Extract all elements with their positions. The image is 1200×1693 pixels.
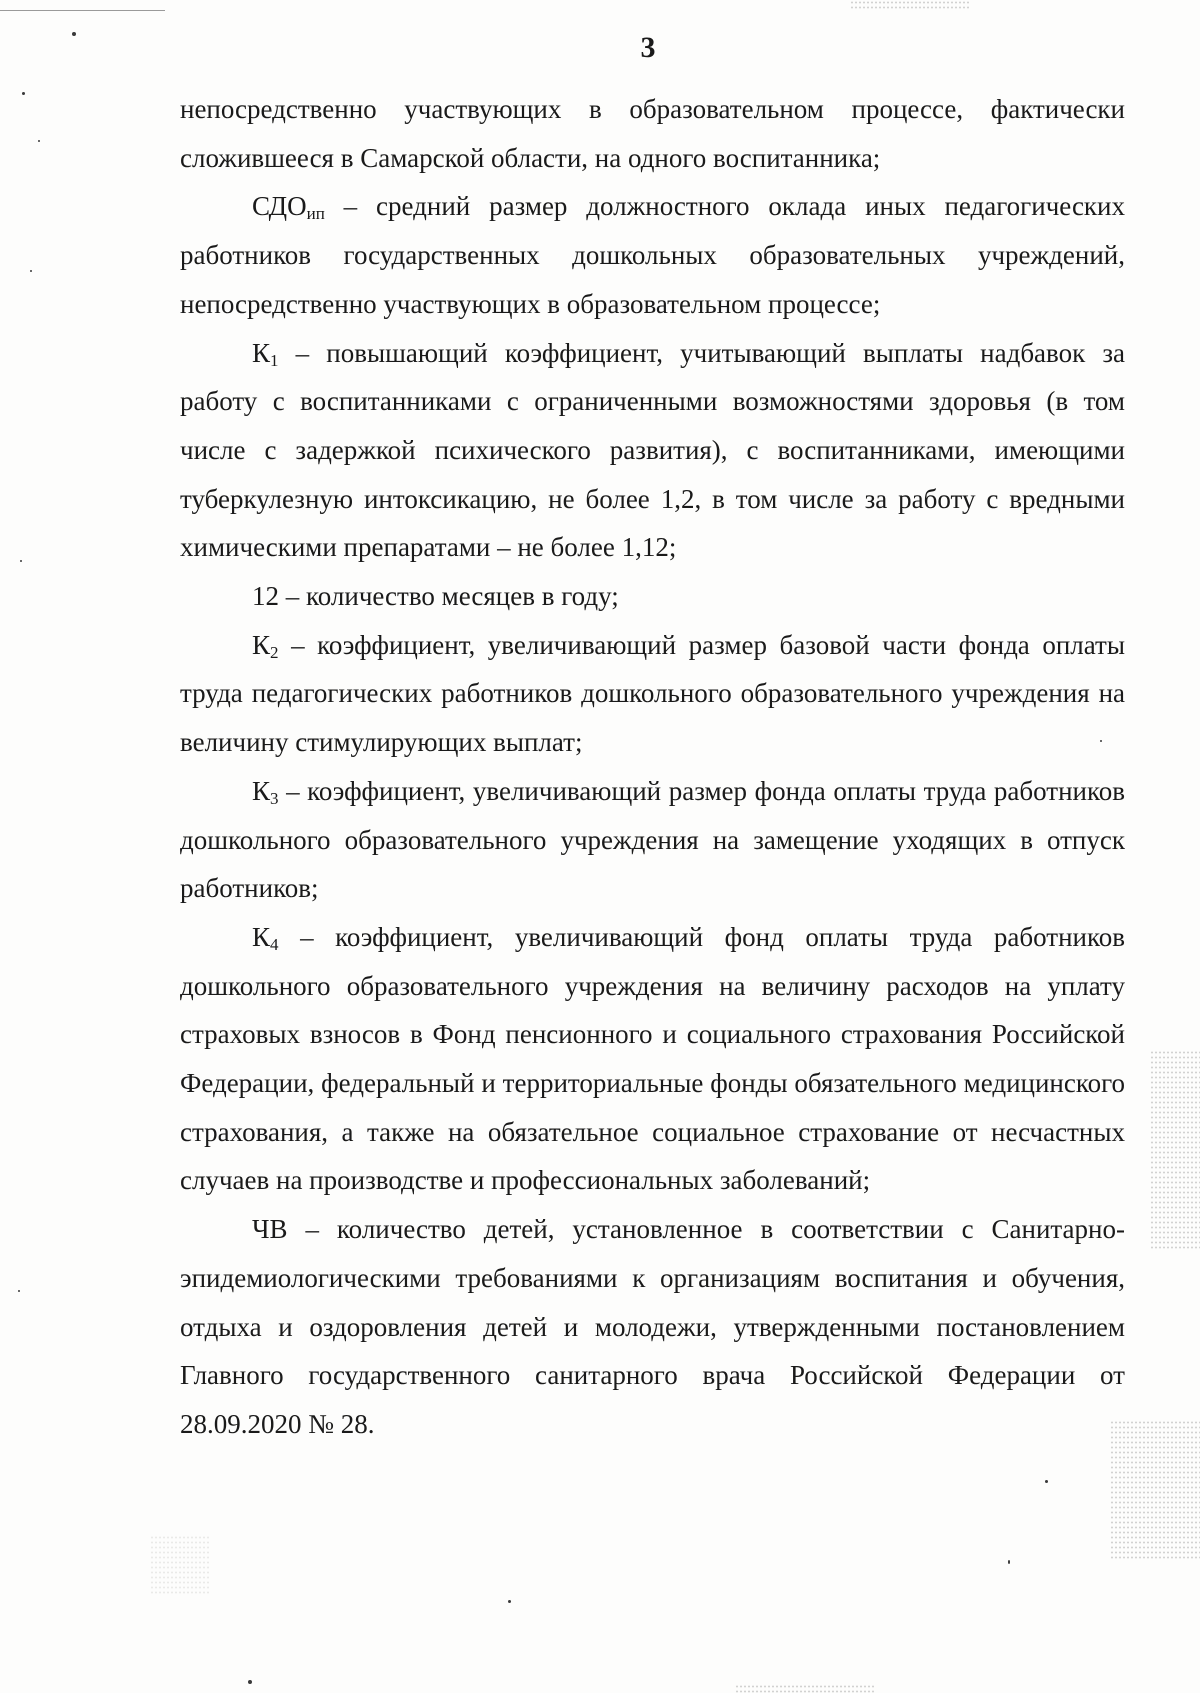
definition-chv bbox=[180, 1205, 1125, 1449]
definition-text: – повышающий коэффициент, учитывающий выплаты надбавок за работу с воспитанниками с ограниченными возможностями здоровья (в том числе с задержкой психического развития), с воспитанниками, имеющими туберкулезную интоксикацию, не более 1,2, в том числе за работу с вредными химическими препаратами – не более 1,12; bbox=[180, 337, 1125, 563]
definition-subscript: ип bbox=[306, 204, 325, 224]
paragraph-text: непосредственно участвующих в образовательном процессе, фактически сложившееся в Самарской области, на одного воспитанника; bbox=[180, 94, 1125, 173]
definition-subscript: 2 bbox=[270, 642, 279, 662]
definition-text: – коэффициент, увеличивающий фонд оплаты труда работников дошкольного образовательного учреждения на величину расходов на уплату страховых взносов в Фонд пенсионного и социального страхования Российской Федерации, федеральный и территориальные фонды обязательного медицинского страхования, а также на обязательное социальное страхование от несчастных случаев на производстве и профессиональных заболеваний; bbox=[180, 921, 1125, 1196]
scan-noise bbox=[150, 1535, 210, 1595]
definition-symbol: К bbox=[252, 629, 271, 660]
definition-subscript: 1 bbox=[270, 350, 279, 370]
definition-k2 bbox=[180, 621, 1125, 767]
scan-speck bbox=[508, 1600, 511, 1603]
definition-months bbox=[180, 572, 1125, 621]
scan-speck bbox=[1008, 1560, 1010, 1564]
definition-k1 bbox=[180, 329, 1125, 573]
definition-subscript: 3 bbox=[270, 788, 279, 808]
definition-k3 bbox=[180, 767, 1125, 913]
definition-text: 12 – количество месяцев в году; bbox=[252, 581, 619, 612]
scan-noise bbox=[850, 0, 970, 10]
page-number: 3 bbox=[640, 31, 656, 64]
definition-sdo-ip bbox=[180, 182, 1125, 328]
definition-symbol: К bbox=[252, 921, 271, 952]
definition-symbol: К bbox=[252, 775, 271, 806]
definition-text: – коэффициент, увеличивающий размер базовой части фонда оплаты труда педагогических работников дошкольного образовательного учреждения на величину стимулирующих выплат; bbox=[180, 629, 1125, 758]
document-body bbox=[180, 85, 1125, 1449]
definition-subscript: 4 bbox=[270, 934, 279, 954]
scan-speck bbox=[38, 140, 40, 142]
definition-k4 bbox=[180, 913, 1125, 1205]
scan-speck bbox=[20, 560, 22, 562]
definition-text: – средний размер должностного оклада иных педагогических работников государственных дошкольных образовательных учреждений, непосредственно участвующих в образовательном процессе; bbox=[180, 191, 1125, 319]
scan-speck bbox=[22, 92, 25, 95]
scan-speck bbox=[30, 270, 32, 272]
scan-speck bbox=[1045, 1480, 1048, 1483]
scan-noise bbox=[1150, 1050, 1200, 1250]
scan-edge-line bbox=[0, 10, 165, 11]
definition-symbol: СДО bbox=[252, 191, 307, 222]
scan-speck bbox=[18, 1290, 20, 1292]
paragraph-continuation bbox=[180, 85, 1125, 182]
definition-text: – коэффициент, увеличивающий размер фонда оплаты труда работников дошкольного образовательного учреждения на замещение уходящих в отпуск работников; bbox=[180, 775, 1125, 904]
definition-symbol: К bbox=[252, 337, 271, 368]
definition-text: ЧВ – количество детей, установленное в соответствии с Санитарно-эпидемиологическими требованиями к организациям воспитания и обучения, отдыха и оздоровления детей и молодежи, утвержденными постановлением Главного государственного санитарного врача Российской Федерации от 28.09.2020 № 28. bbox=[180, 1214, 1125, 1439]
scan-noise bbox=[735, 1684, 875, 1693]
scan-speck bbox=[248, 1680, 252, 1684]
